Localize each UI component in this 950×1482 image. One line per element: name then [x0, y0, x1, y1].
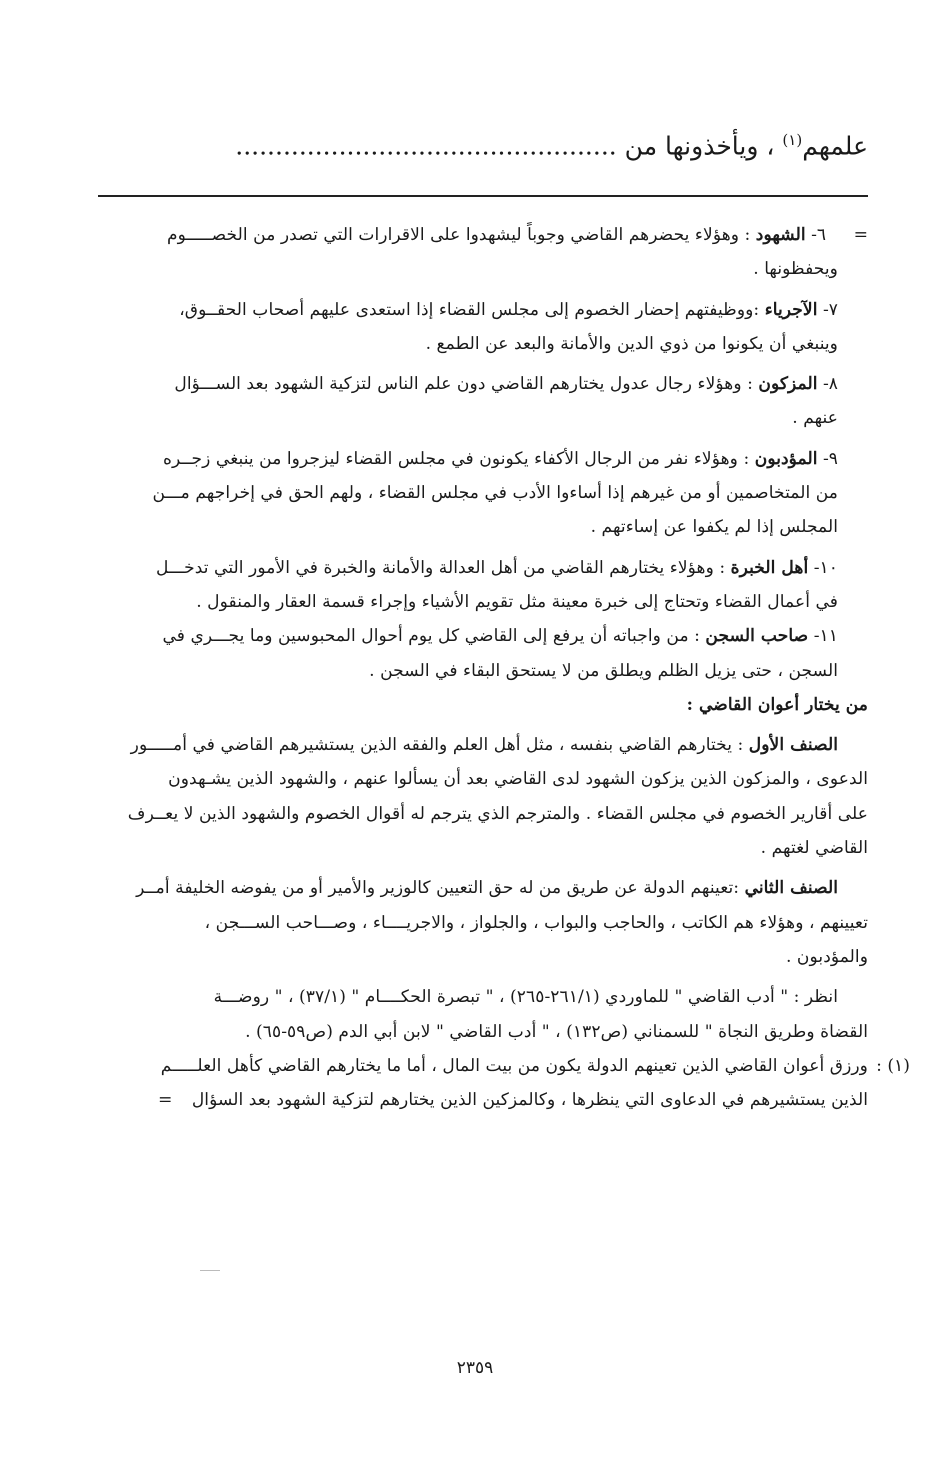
item-continuation: ويحفظونها . [753, 259, 838, 280]
item-continuation: عنهم . [792, 408, 838, 429]
class-one-line [98, 728, 868, 762]
footnote-1-number: (١) : [876, 1055, 910, 1076]
footnote-item-11 [98, 619, 868, 653]
footnote-item-9 [98, 442, 868, 476]
item-text: : وهؤلاء نفر من الرجال الأكفاء يكونون في مجلس القضاء ليزجروا من ينبغي زجــره [162, 448, 750, 469]
class-two-line [98, 871, 868, 905]
item-continuation: في أعمال القضاء وتحتاج إلى خبرة معينة مثل تقويم الأشياء وإجراء قسمة العقار والمنقول . [196, 591, 838, 612]
item-continuation: من المتخاصمين أو من غيرهم إذا أساءوا الأدب في مجلس القضاء ، ولهم الحق في إخراجهم مـــن [152, 483, 838, 504]
class-one-heading: الصنف الأول [748, 735, 838, 756]
footnote-1-line [98, 1083, 868, 1117]
item-number: ٧- [822, 299, 838, 320]
item-number: ١١- [813, 626, 838, 647]
class-one-text: : يختارهم القاضي بنفسه ، مثل أهل العلم والفقه الذين يستشيرهم القاضي في أمـــــور [130, 735, 744, 756]
main-text-line [78, 120, 868, 166]
footnote-1-continues-mark: = [157, 1090, 173, 1111]
footnote-item-6 [98, 218, 868, 252]
ellipsis-dots: ................................................ [235, 131, 617, 161]
item-number: ٦- [811, 225, 827, 245]
item-heading: الآجرياء [764, 299, 818, 320]
footnote-item-8 [98, 367, 868, 401]
class-one-line: القاضي لغتهم . [760, 838, 868, 859]
footnote-1-text: الذين يستشيرهم في الدعاوى التي ينظرها ، وكالمزكين الذين يختارهم لتزكية الشهود بعد السؤال [191, 1090, 868, 1111]
class-two-line: والمؤدبون . [786, 946, 868, 967]
item-continuation: السجن ، حتى يزيل الظلم ويطلق من لا يستحق البقاء في السجن . [369, 660, 838, 681]
item-text: : وهؤلاء رجال عدول يختارهم القاضي دون علم الناس لتزكية الشهود بعد الســـؤال [174, 374, 753, 395]
class-one-line: الدعوى ، والمزكون الذين يزكون الشهود لدى القاضي بعد أن يسألوا عنهم ، والشهود الذين يشـهدون [168, 769, 868, 790]
item-number: ١٠- [813, 557, 838, 578]
class-two-line: تعيينهم ، وهؤلاء هم الكاتب ، والحاجب والبواب ، والجلواز ، والاجريــــاء ، وصـــاحب الســـجن ، [204, 912, 868, 933]
class-two-text: :تعينهم الدولة عن طريق من له حق التعيين كالوزير والأمير أو من يفوضه الخليفة أمــر [136, 878, 740, 899]
main-text-after-note: ، ويأخذونها من [624, 131, 775, 161]
item-text: : وهؤلاء يختارهم القاضي من أهل العدالة والأمانة والخبرة في الأمور التي تدخـــل [156, 557, 726, 578]
item-heading: المؤدبون [754, 448, 818, 469]
item-heading: صاحب السجن [705, 626, 809, 647]
footnote-1-text: ورزق أعوان القاضي الذين تعينهم الدولة يكون من بيت المال ، أما ما يختارهم القاضي كأهل العلـــــم [160, 1055, 868, 1076]
item-text: : من واجباته أن يرفع إلى القاضي كل يوم أحوال المحبوسين وما يجـــري في [162, 626, 700, 647]
item-heading: الشهود [755, 225, 806, 245]
small-mark [200, 1270, 220, 1271]
item-continuation: المجلس إذا لم يكفوا عن إساءتهم . [590, 517, 838, 538]
item-text: : وهؤلاء يحضرهم القاضي وجوباً ليشهدوا على الاقرارات التي تصدر من الخصـــــوم [166, 225, 751, 245]
references-line: القضاة وطريق النجاة " للسمناني (ص١٣٢) ، " أدب القاضي " لابن أبي الدم (ص٥٩-٦٥) . [245, 1021, 868, 1042]
item-heading: المزكون [758, 374, 818, 395]
class-two-heading: الصنف الثاني [744, 878, 838, 899]
footnote-item-10 [98, 551, 868, 585]
class-one-line: على أقارير الخصوم في مجلس القضاء . والمترجم الذي يترجم له أقوال الخصوم والشهود الذين لا يعــرف [127, 803, 868, 824]
footnote-separator [98, 195, 868, 197]
footnote-1-line [98, 1049, 910, 1083]
page-number: ٢٣٥٩ [456, 1358, 494, 1378]
item-number: ٩- [822, 448, 838, 469]
item-text: :ووظيفتهم إحضار الخصوم إلى مجلس القضاء إذا استعدى عليهم أصحاب الحقــوق، [179, 299, 760, 320]
continuation-mark: = [853, 225, 868, 245]
footnotes-block [98, 218, 910, 1117]
footnote-reference: (١) [782, 131, 803, 149]
section-title: من يختار أعوان القاضي : [686, 694, 868, 715]
footnote-item-7 [98, 293, 868, 327]
item-number: ٨- [822, 374, 838, 395]
main-text-before-note: علمهم [802, 131, 868, 161]
references-line: انظر : " أدب القاضي " للماوردي (٢٦١/١-٢٦٥) ، " تبصرة الحكــــام " (٣٧/١) ، " روضـــة [213, 987, 838, 1008]
item-heading: أهل الخبرة [730, 557, 809, 578]
item-continuation: وينبغي أن يكونوا من ذوي الدين والأمانة والبعد عن الطمع . [425, 333, 838, 354]
